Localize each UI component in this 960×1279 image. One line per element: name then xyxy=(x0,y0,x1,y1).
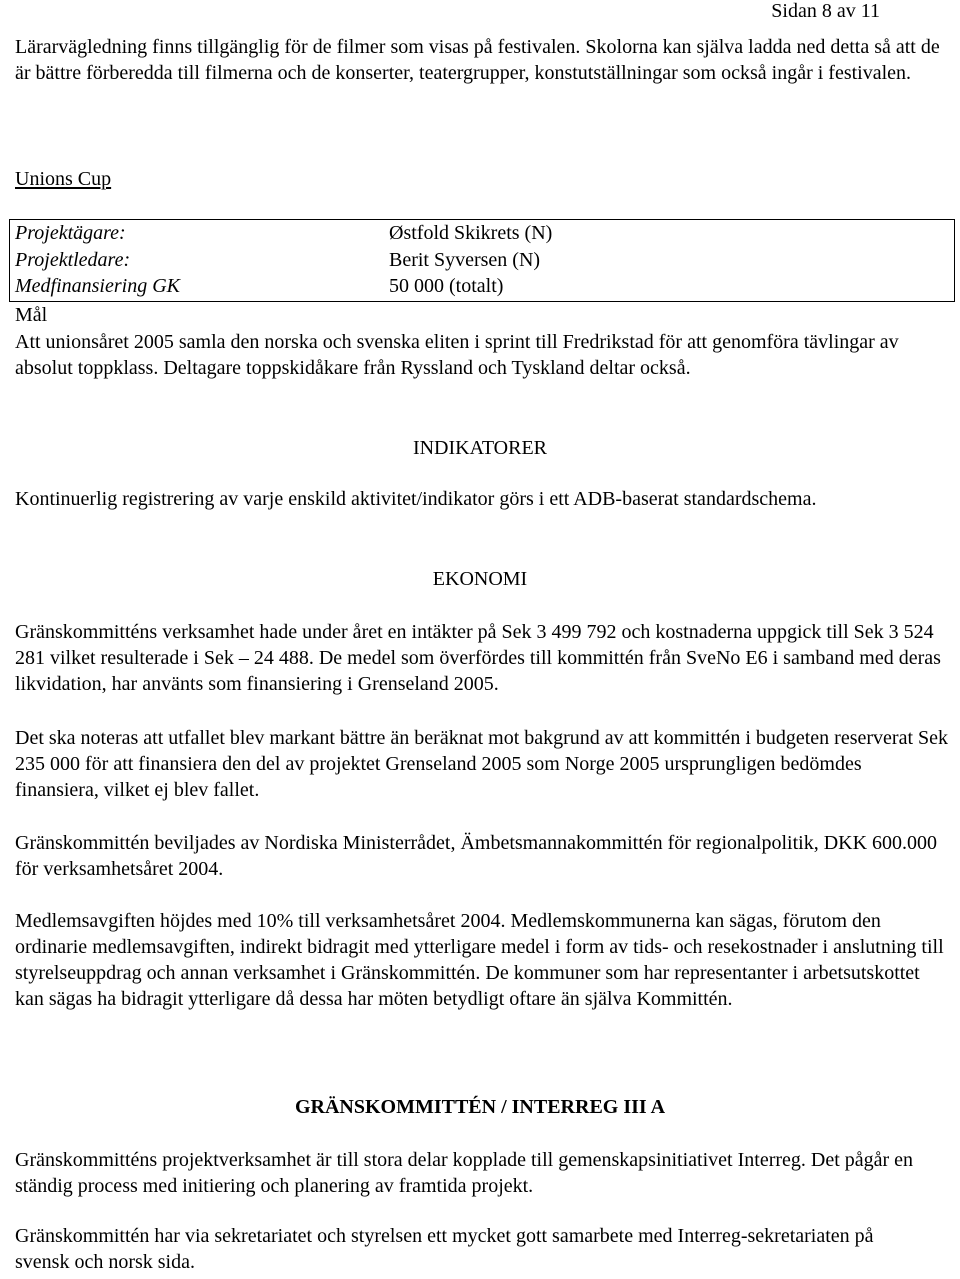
page-number: Sidan 8 av 11 xyxy=(771,0,880,22)
cofinancing-label: Medfinansiering GK xyxy=(15,275,180,297)
project-leader-value: Berit Syversen (N) xyxy=(389,249,541,271)
indikatorer-text: Kontinuerlig registrering av varje enskild aktivitet/indikator görs i ett ADB-baserat standardschema. xyxy=(15,488,817,510)
indikatorer-heading: INDIKATORER xyxy=(412,437,548,459)
interreg-paragraph-1: Gränskommitténs projektverksamhet är till stora delar kopplade till gemenskapsinitiativet Interreg. Det pågår en ständig process med initiering och planering av framtida projekt. xyxy=(15,1149,914,1197)
ekonomi-paragraph-3: Gränskommittén beviljades av Nordiska Ministerrådet, Ämbetsmannakommittén för regionalpolitik, DKK 600.000 för verksamhetsåret 2004. xyxy=(15,832,938,880)
project-leader-label: Projektledare: xyxy=(15,249,131,271)
ekonomi-paragraph-4: Medlemsavgiften höjdes med 10% till verksamhetsåret 2004. Medlemskommunerna kan sägas, förutom den ordinarie medlemsavgiften, indirekt bidragit med ytterligare medel i form av tids- och resekostnader i anslutning till styrelseuppdrag och annan verksamhet i Gränskommittén. De kommuner som har representanter i arbetsutskottet kan sägas ha bidragit ytterligare då dessa har möten betydligt oftare än själva Kommittén. xyxy=(15,910,944,1010)
ekonomi-paragraph-2: Det ska noteras att utfallet blev markant bättre än beräknat mot bakgrund av att kommittén i budgeten reserverat Sek 235 000 för att finansiera den del av projektet Grenseland 2005 som Norge 2005 ursprungligen bedömdes finansiera, vilket ej blev fallet. xyxy=(15,727,949,801)
ekonomi-heading: EKONOMI xyxy=(432,568,528,590)
interreg-paragraph-2: Gränskommittén har via sekretariatet och styrelsen ett mycket gott samarbete med Interreg-sekretariaten på svensk och norsk sida. xyxy=(15,1225,874,1273)
intro-paragraph: Lärarvägledning finns tillgänglig för de filmer som visas på festivalen. Skolorna kan själva ladda ned detta så att de är bättre förberedda till filmerna och de konserter, teatergrupper, konstutställningar som också ingår i festivalen. xyxy=(15,36,940,84)
unions-cup-heading: Unions Cup xyxy=(15,168,112,190)
goal-text: Att unionsåret 2005 samla den norska och svenska eliten i sprint till Fredrikstad för att genomföra tävlingar av absolut toppklass. Deltagare toppskidåkare från Ryssland och Tyskland deltar också. xyxy=(15,331,899,379)
goal-label: Mål xyxy=(15,304,48,326)
project-owner-label: Projektägare: xyxy=(15,222,126,244)
interreg-heading: GRÄNSKOMMITTÉN / INTERREG III A xyxy=(294,1096,666,1118)
ekonomi-paragraph-1: Gränskommitténs verksamhet hade under året en intäkter på Sek 3 499 792 och kostnaderna uppgick till Sek 3 524 281 vilket resulterade i Sek – 24 488. De medel som överfördes till kommittén från SveNo E6 i samband med deras likvidation, har använts som finansiering i Grenseland 2005. xyxy=(15,621,941,695)
project-owner-value: Østfold Skikrets (N) xyxy=(389,222,553,244)
cofinancing-value: 50 000 (totalt) xyxy=(389,275,504,297)
